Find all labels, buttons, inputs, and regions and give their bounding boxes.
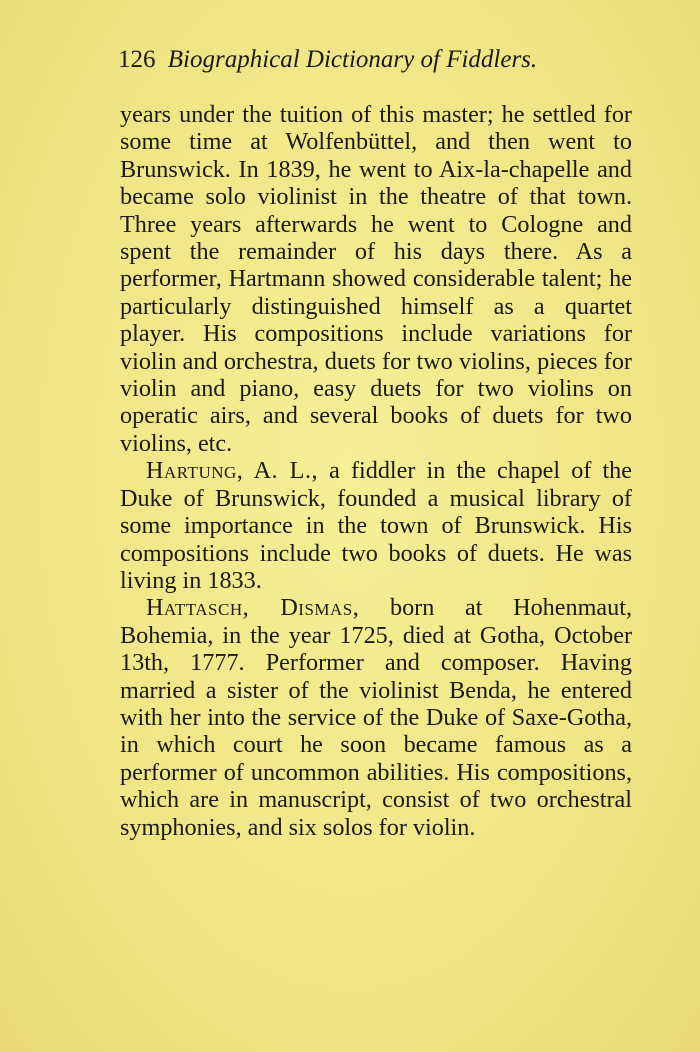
entry-hattasch bbox=[120, 594, 632, 841]
paragraph-text: years under the tuition of this master; he settled for some time at Wolfenbüttel, and then went to Brunswick. In 1839, he went to Aix-la-chapelle and became solo violinist in the theatre of that town. Three years afterwards he went to Cologne and spent the remainder of his days there. As a performer, Hartmann showed considerable talent; he particularly distinguished himself as a quartet player. His compositions include variations for violin and orchestra, duets for two violins, pieces for violin and piano, easy duets for two violins on operatic airs, and several books of duets for two violins, etc. bbox=[120, 101, 632, 457]
body-text bbox=[120, 101, 632, 841]
headword: Hartung, A. L., bbox=[146, 457, 319, 485]
page-number: 126 bbox=[118, 46, 156, 73]
paragraph-continuation bbox=[120, 101, 632, 457]
paragraph-text: born at Hohenmaut, Bohemia, in the year 1725, died at Gotha, October 13th, 1777. Performer and composer. Having married a sister of the violinist Benda, he entered with her into the service of the Duke of Saxe-Gotha, in which court he soon became famous as a performer of uncommon abilities. His compositions, which are in manuscript, consist of two orchestral symphonies, and six solos for violin. bbox=[120, 594, 633, 841]
running-title: Biographical Dictionary of Fiddlers. bbox=[167, 46, 538, 73]
running-head bbox=[118, 44, 638, 76]
paragraph-text: a fiddler in the chapel of the Duke of Brunswick, founded a musical library of some importance in the town of Brunswick. His compositions include two books of duets. He was living in 1833. bbox=[120, 457, 633, 594]
entry-hartung bbox=[120, 457, 632, 594]
headword: Hattasch, Dismas, bbox=[146, 594, 360, 622]
